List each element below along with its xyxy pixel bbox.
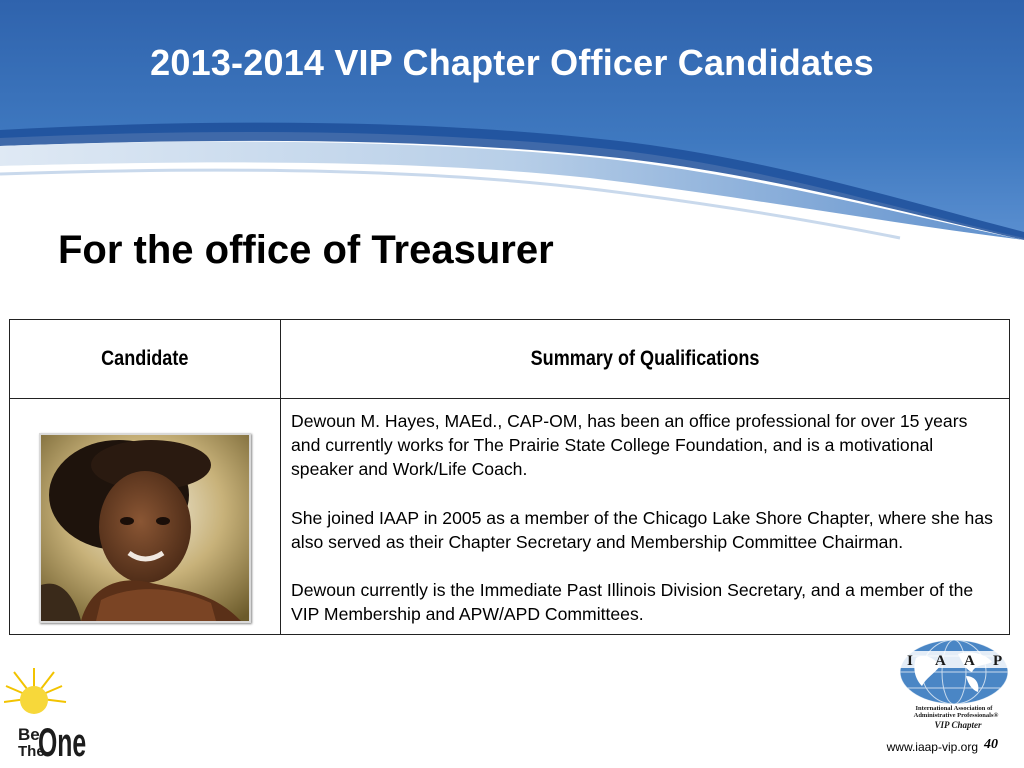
logo-line2: The [18, 743, 45, 760]
footer-url: www.iaap-vip.org [886, 740, 978, 754]
svg-text:VIP Chapter: VIP Chapter [934, 720, 982, 730]
office-subtitle: For the office of Treasurer [58, 228, 554, 272]
candidate-cell [10, 399, 281, 635]
logo-word: One [38, 721, 87, 762]
header-wave-graphic [0, 0, 1024, 240]
summary-column-header: Summary of Qualifications [281, 320, 1010, 399]
candidate-photo [39, 433, 251, 623]
svg-text:I: I [907, 653, 913, 669]
table-header-row [10, 320, 1010, 399]
logo-line1: Be [18, 725, 40, 744]
svg-text:P: P [993, 653, 1003, 669]
iaap-logo [896, 636, 1014, 741]
summary-cell [281, 399, 1010, 635]
summary-paragraph: Dewoun M. Hayes, MAEd., CAP-OM, has been an office professional for over 15 years and currently works for The Prairie State College Foundation, and is a motivational speaker and Work/Life Coach. [291, 411, 968, 480]
page-number: 40 [984, 737, 998, 752]
summary-paragraph: She joined IAAP in 2005 as a member of the Chicago Lake Shore Chapter, where she has also served as their Chapter Secretary and Membership Committee Chairman. [291, 507, 993, 552]
svg-text:A: A [935, 653, 946, 669]
be-the-one-logo [4, 668, 96, 767]
summary-paragraph: Dewoun currently is the Immediate Past Illinois Division Secretary, and a member of the VIP Membership and APW/APD Committees. [291, 580, 974, 625]
svg-text:Administrative Professionals®: Administrative Professionals® [913, 712, 999, 719]
slide-title: 2013-2014 VIP Chapter Officer Candidates [150, 42, 874, 83]
svg-text:International Association of: International Association of [915, 705, 993, 712]
qualifications-table [9, 319, 1010, 635]
table-row [10, 399, 1010, 635]
candidate-column-header: Candidate [10, 320, 281, 399]
header-banner [0, 0, 1024, 240]
svg-text:A: A [964, 653, 975, 669]
